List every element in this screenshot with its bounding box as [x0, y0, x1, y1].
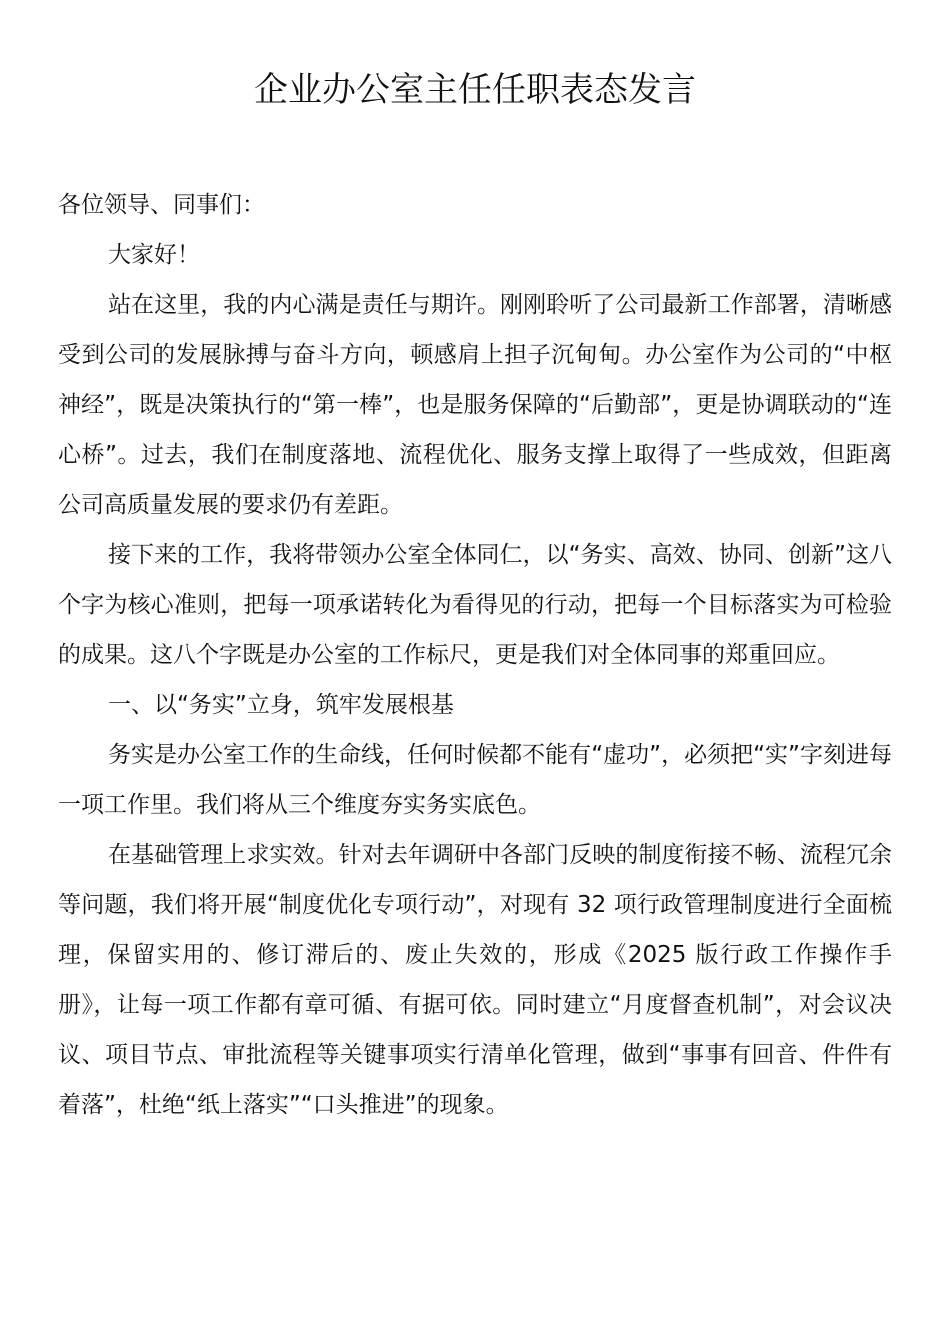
paragraph-principles: 接下来的工作，我将带领办公室全体同仁，以“务实、高效、协同、创新”这八个字为核心准则，把每一项承诺转化为看得见的行动，把每一个目标落实为可检验的成果。这八个字既是办公室的工作标尺，更是我们对全体同事的郑重回应。: [58, 542, 892, 668]
paragraph-intro: 站在这里，我的内心满是责任与期许。刚刚聆听了公司最新工作部署，清晰感受到公司的发展脉搏与奋斗方向，顿感肩上担子沉甸甸。办公室作为公司的“中枢神经”，既是决策执行的“第一棒”，也是服务保障的“后勤部”，更是协调联动的“连心桥”。过去，我们在制度落地、流程优化、服务支撑上取得了一些成效，但距离公司高质量发展的要求仍有差距。: [58, 292, 892, 518]
document-title: 企业办公室主任任职表态发言: [254, 70, 696, 110]
document-page: [58, 62, 892, 1130]
salutation: 各位领导、同事们：: [58, 192, 265, 218]
paragraph-greeting: 大家好！: [108, 242, 200, 268]
paragraph-pragmatism: 务实是办公室工作的生命线，任何时候都不能有“虚功”，必须把“实”字刻进每一项工作里。我们将从三个维度夯实务实底色。: [58, 742, 892, 818]
paragraph-management: 在基础管理上求实效。针对去年调研中各部门反映的制度衔接不畅、流程冗余等问题，我们将开展“制度优化专项行动”，对现有 32 项行政管理制度进行全面梳理，保留实用的、修订滞后的、废止失效的，形成《2025 版行政工作操作手册》，让每一项工作都有章可循、有据可依。同时建立“月度督查机制”，对会议决议、项目节点、审批流程等关键事项实行清单化管理，做到“事事有回音、件件有着落”，杜绝“纸上落实”“口头推进”的现象。: [58, 842, 892, 1118]
section-heading-1: 一、以“务实”立身，筑牢发展根基: [108, 692, 454, 718]
